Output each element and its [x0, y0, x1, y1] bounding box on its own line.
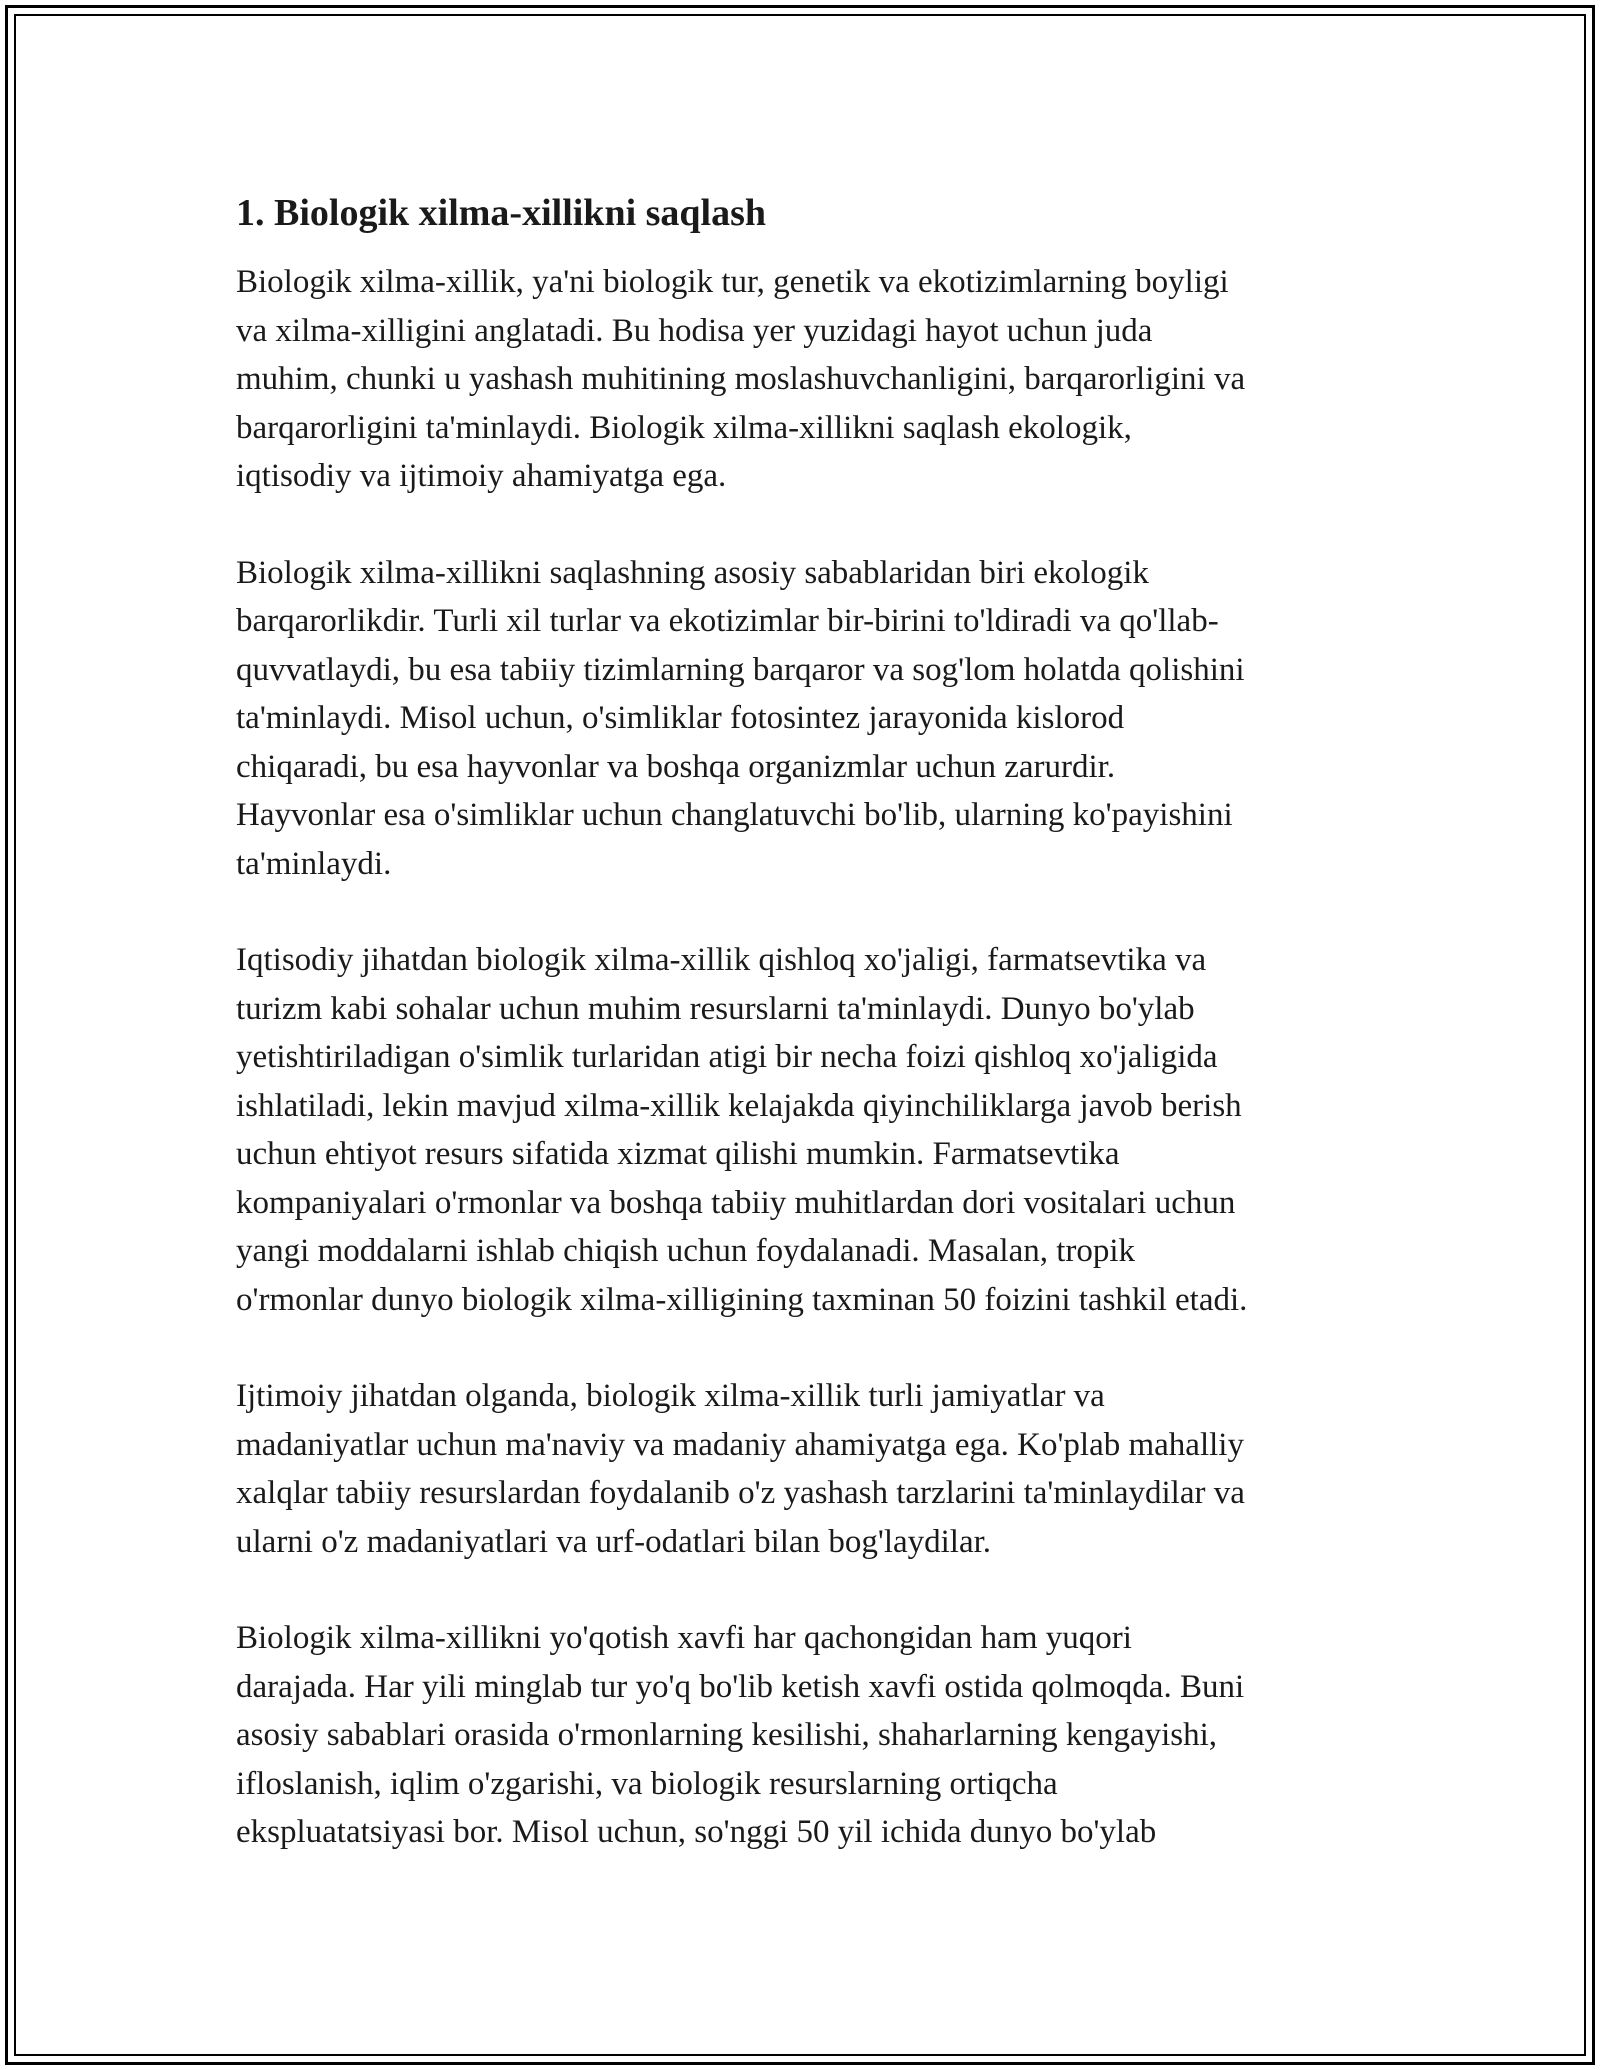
paragraph-1 [236, 258, 1386, 501]
text-line: barqarorligini ta'minlaydi. Biologik xilma-xillikni saqlash ekologik, [236, 409, 1132, 446]
text-line: Biologik xilma-xillikni yo'qotish xavfi har qachongidan ham yuqori [236, 1620, 1132, 1656]
text-line: barqarorlikdir. Turli xil turlar va ekotizimlar bir-birini to'ldiradi va qo'llab- [236, 603, 1219, 639]
paragraph-3 [236, 936, 1386, 1324]
text-line: ekspluatatsiyasi bor. Misol uchun, so'nggi 50 yil ichida dunyo bo'ylab [236, 1814, 1157, 1850]
text-line: chiqaradi, bu esa hayvonlar va boshqa organizmlar uchun zarurdir. [236, 748, 1116, 785]
text-line: yangi moddalarni ishlab chiqish uchun foydalanadi. Masalan, tropik [236, 1233, 1136, 1269]
text-line: Iqtisodiy jihatdan biologik xilma-xillik qishloq xo'jaligi, farmatsevtika va [236, 942, 1207, 978]
text-line: ifloslanish, iqlim o'zgarishi, va biologik resurslarning ortiqcha [236, 1765, 1058, 1802]
document-body [236, 188, 1386, 1905]
document-title: 1. Biologik xilma-xillikni saqlash [236, 192, 767, 234]
text-line: ta'minlaydi. Misol uchun, o'simliklar fotosintez jarayonida kislorod [236, 700, 1125, 736]
text-line: quvvatlaydi, bu esa tabiiy tizimlarning barqaror va sog'lom holatda qolishini [236, 651, 1245, 688]
text-line: madaniyatlar uchun ma'naviy va madaniy ahamiyatga ega. Ko'plab mahalliy [236, 1426, 1244, 1463]
text-line: asosiy sabablari orasida o'rmonlarning kesilishi, shaharlarning kengayishi, [236, 1717, 1218, 1753]
text-line: xalqlar tabiiy resurslardan foydalanib o'z yashash tarzlarini ta'minlaydilar va [236, 1475, 1245, 1511]
text-line: ishlatiladi, lekin mavjud xilma-xillik kelajakda qiyinchiliklarga javob berish [236, 1087, 1242, 1124]
text-line: o'rmonlar dunyo biologik xilma-xilligining taxminan 50 foizini tashkil etadi. [236, 1281, 1248, 1318]
text-line: Biologik xilma-xillik, ya'ni biologik tur, genetik va ekotizimlarning boyligi [236, 264, 1229, 300]
paragraph-4 [236, 1372, 1386, 1566]
text-line: kompaniyalari o'rmonlar va boshqa tabiiy muhitlardan dori vositalari uchun [236, 1184, 1236, 1221]
text-line: uchun ehtiyot resurs sifatida xizmat qilishi mumkin. Farmatsevtika [236, 1136, 1120, 1172]
text-line: Biologik xilma-xillikni saqlashning asosiy sabablaridan biri ekologik [236, 554, 1149, 591]
text-line: ta'minlaydi. [236, 845, 392, 882]
text-line: va xilma-xilligini anglatadi. Bu hodisa yer yuzidagi hayot uchun juda [236, 312, 1153, 349]
text-line: Hayvonlar esa o'simliklar uchun changlatuvchi bo'lib, ularning ko'payishini [236, 797, 1233, 833]
text-line: Ijtimoiy jihatdan olganda, biologik xilma-xillik turli jamiyatlar va [236, 1378, 1105, 1414]
paragraph-2 [236, 549, 1386, 889]
text-line: darajada. Har yili minglab tur yo'q bo'lib ketish xavfi ostida qolmoqda. Buni [236, 1668, 1245, 1705]
text-line: ularni o'z madaniyatlari va urf-odatlari bilan bog'laydilar. [236, 1523, 992, 1560]
paragraph-5 [236, 1614, 1386, 1857]
text-line: iqtisodiy va ijtimoiy ahamiyatga ega. [236, 458, 727, 494]
text-line: muhim, chunki u yashash muhitining moslashuvchanligini, barqarorligini va [236, 361, 1246, 397]
text-line: turizm kabi sohalar uchun muhim resurslarni ta'minlaydi. Dunyo bo'ylab [236, 990, 1195, 1027]
text-line: yetishtiriladigan o'simlik turlaridan atigi bir necha foizi qishloq xo'jaligida [236, 1039, 1218, 1075]
